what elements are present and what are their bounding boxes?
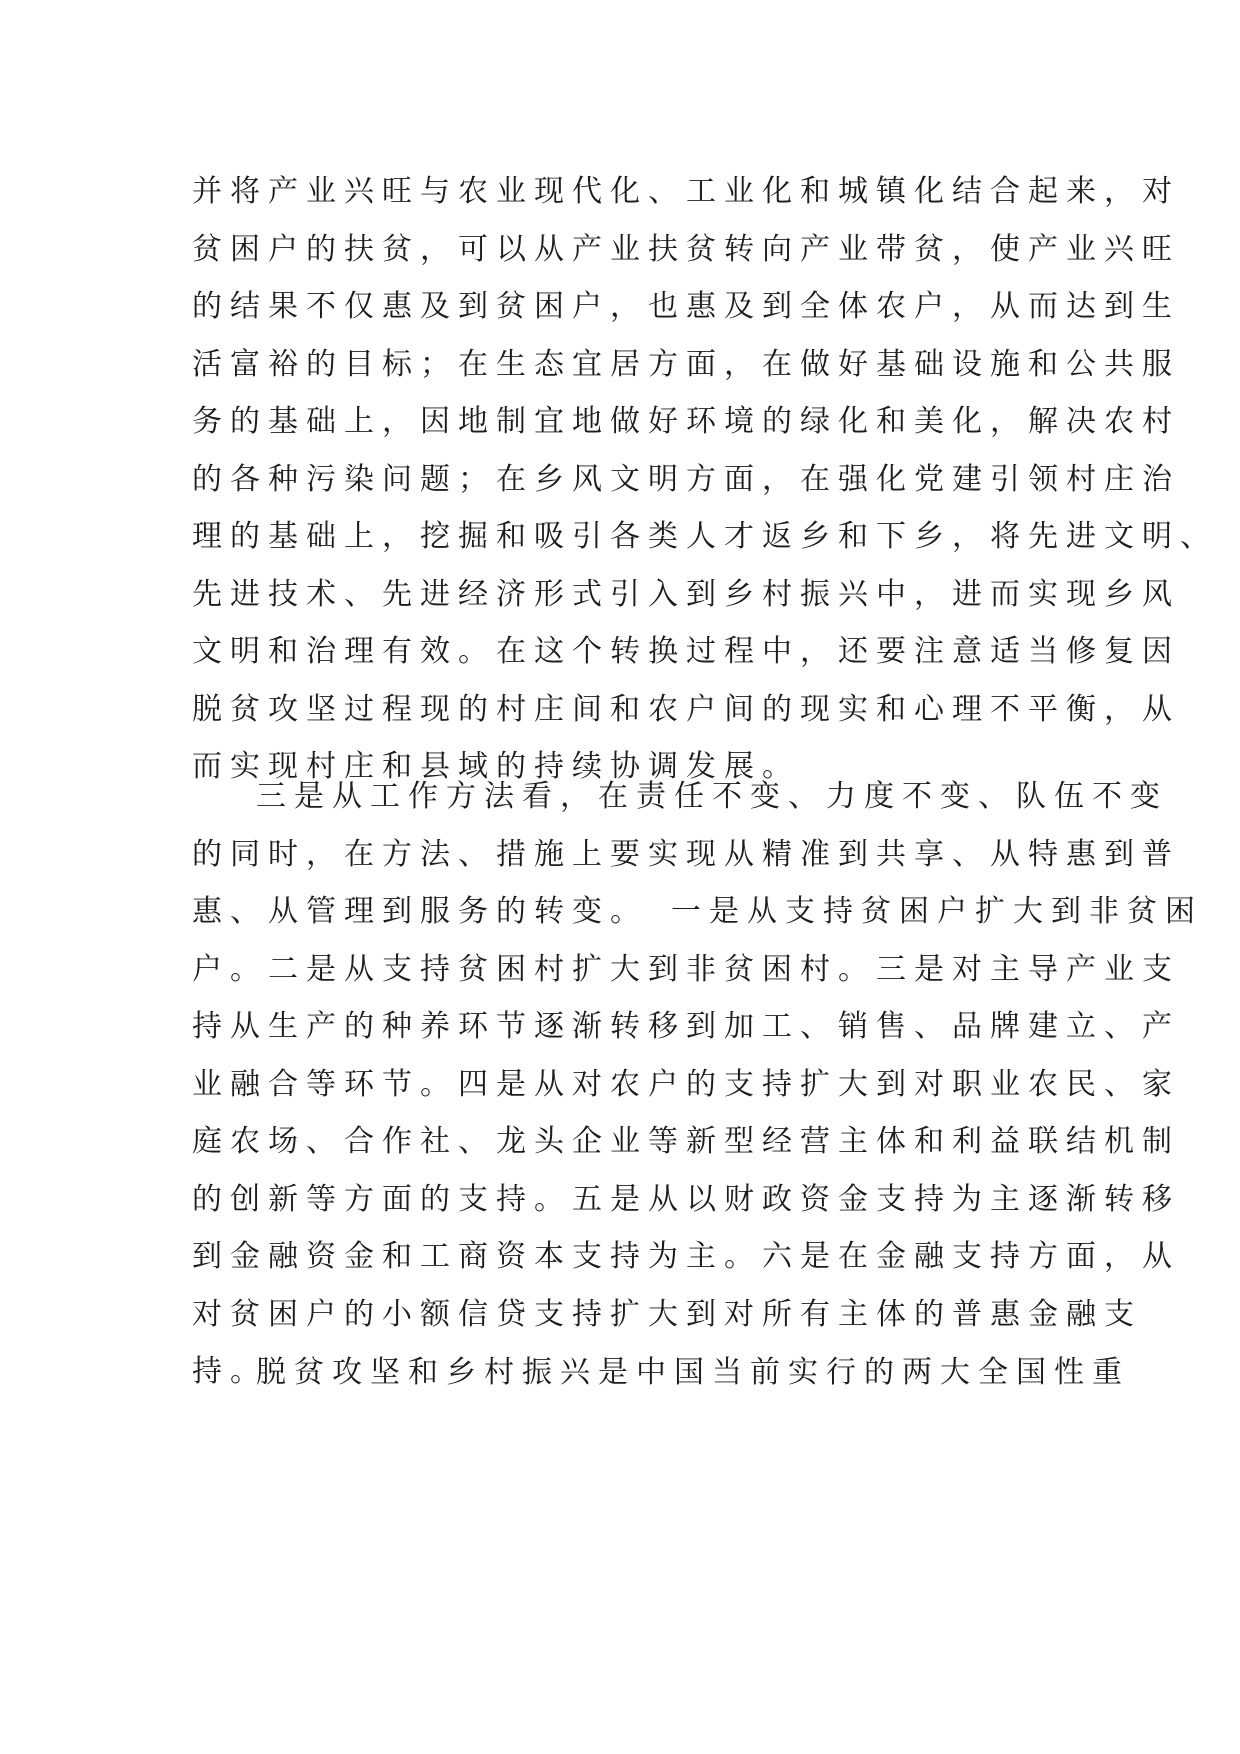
text-line: 脱贫攻坚过程现的村庄间和农户间的现实和心理不平衡，从	[192, 691, 1180, 727]
text-line: 务的基础上，因地制宜地做好环境的绿化和美化，解决农村	[192, 404, 1180, 439]
text-line: 持。	[192, 1354, 268, 1389]
text-line: 活富裕的目标；在生态宜居方面，在做好基础设施和公共服	[192, 346, 1180, 382]
paragraph-industry-prosperity	[192, 163, 1218, 796]
paragraph-work-methods	[192, 768, 1203, 1401]
text-line: 惠、从管理到服务的转变。 一是从支持贫困户扩大到非贫困	[192, 894, 1203, 929]
text-line: 理的基础上，挖掘和吸引各类人才返乡和下乡，将先进文明、	[192, 519, 1218, 554]
text-line: 业融合等环节。四是从对农户的支持扩大到对职业农民、家	[192, 1066, 1180, 1102]
paragraph-conclusion	[192, 1344, 1130, 1402]
text-line: 脱贫攻坚和乡村振兴是中国当前实行的两大全国性重	[256, 1355, 1130, 1390]
text-line: 的结果不仅惠及到贫困户，也惠及到全体农户，从而达到生	[192, 289, 1180, 324]
text-line: 对贫困户的小额信贷支持扩大到对所有主体的普惠金融支	[192, 1296, 1142, 1332]
text-line: 先进技术、先进经济形式引入到乡村振兴中，进而实现乡风	[192, 576, 1180, 612]
text-line: 而实现村庄和县域的持续协调发展。	[192, 749, 800, 784]
text-line: 文明和治理有效。在这个转换过程中，还要注意适当修复因	[192, 634, 1180, 669]
text-line: 庭农场、合作社、龙头企业等新型经营主体和利益联结机制	[192, 1124, 1180, 1159]
text-line: 贫困户的扶贫，可以从产业扶贫转向产业带贫，使产业兴旺	[192, 231, 1180, 267]
text-line: 到金融资金和工商资本支持为主。六是在金融支持方面，从	[192, 1239, 1180, 1274]
text-line: 的创新等方面的支持。五是从以财政资金支持为主逐渐转移	[192, 1181, 1180, 1217]
text-line: 持从生产的种养环节逐渐转移到加工、销售、品牌建立、产	[192, 1009, 1180, 1044]
text-line: 户。二是从支持贫困村扩大到非贫困村。三是对主导产业支	[192, 951, 1180, 987]
text-line: 的同时，在方法、措施上要实现从精准到共享、从特惠到普	[192, 836, 1180, 872]
text-line: 并将产业兴旺与农业现代化、工业化和城镇化结合起来，对	[192, 174, 1180, 209]
text-line: 的各种污染问题；在乡风文明方面，在强化党建引领村庄治	[192, 461, 1180, 497]
text-line: 三是从工作方法看，在责任不变、力度不变、队伍不变	[256, 779, 1168, 814]
